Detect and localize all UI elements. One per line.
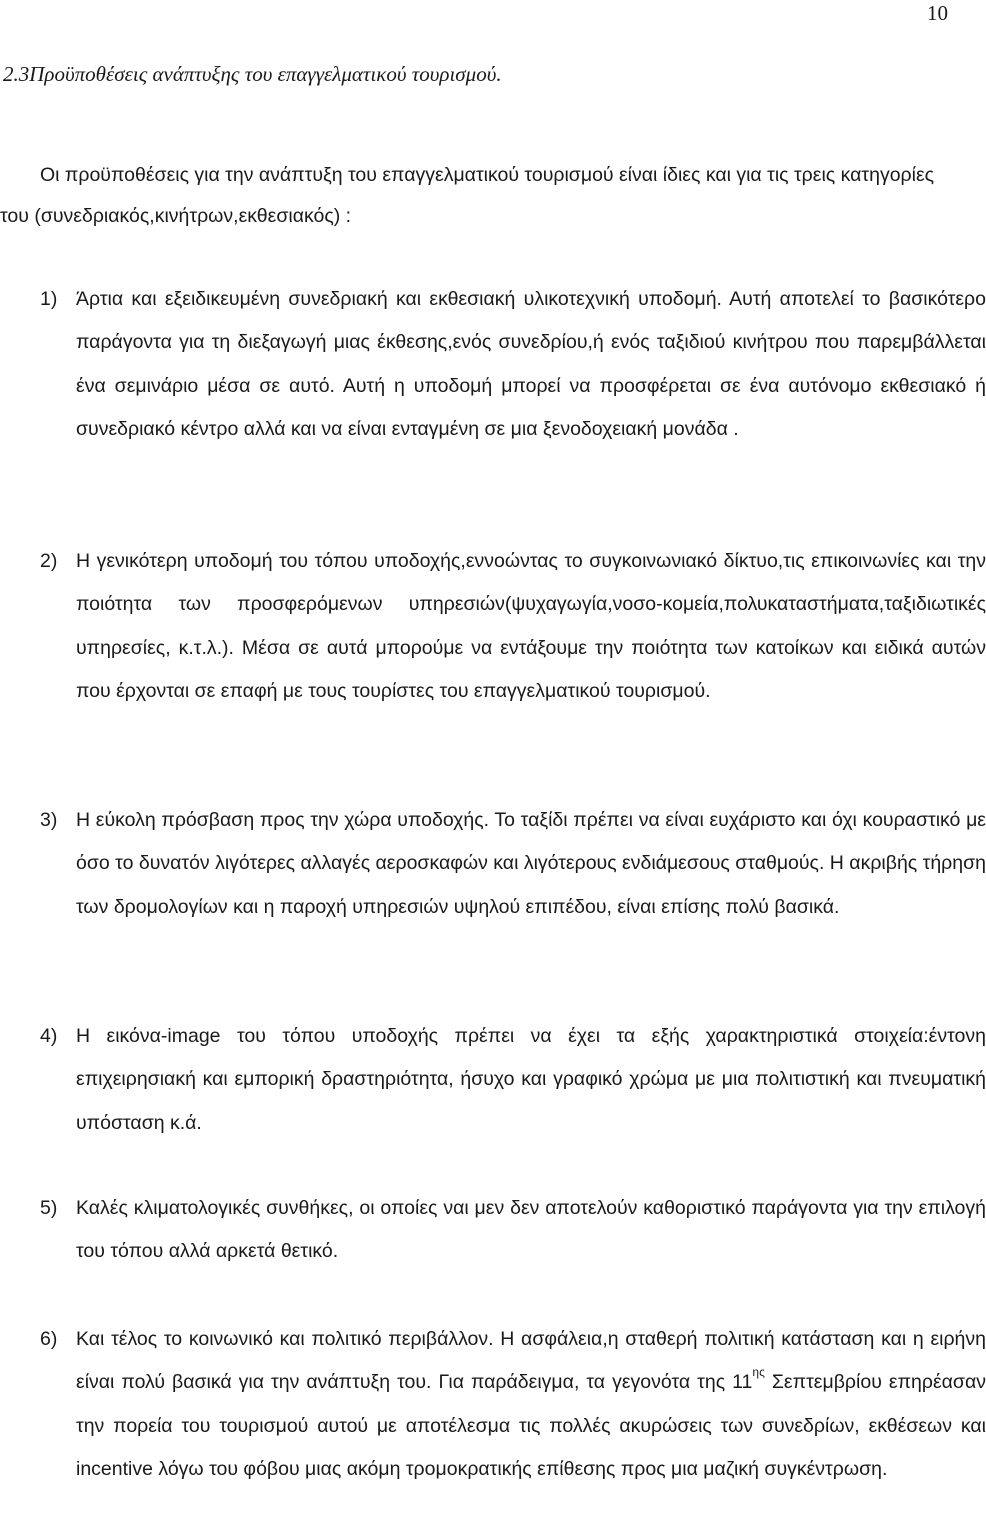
list-item-number: 4) [40,1025,58,1047]
list-item-6 [40,1318,986,1491]
list-item-text: Καλές κλιματολογικές συνθήκες, οι οποίες ναι μεν δεν αποτελούν καθοριστικό παράγοντα για την επιλογή του τόπου αλλά αρκετά θετικό. [76,1197,986,1263]
list-item-number: 1) [40,288,58,310]
list-item-text: Άρτια και εξειδικευμένη συνεδριακή και εκθεσιακή υλικοτεχνική υποδομή. Αυτή αποτελεί το βασικότερο παράγοντα για τη διεξαγωγή μιας έκθεσης,ενός συνεδρίου,ή ενός ταξιδιού κινήτρου που παρεμβάλλεται ένα σεμινάριο μέσα σε αυτό. Αυτή η υποδομή μπορεί να προσφέρεται σε ένα αυτόνομο εκθεσιακό ή συνεδριακό κέντρο αλλά και να είναι ενταγμένη σε μια ξενοδοχειακή μονάδα . [76,288,986,440]
intro-paragraph: Οι προϋποθέσεις για την ανάπτυξη του επαγγελματικού τουρισμού είναι ίδιες και για τις τρεις κατηγορίες του (συνεδριακός,κινήτρων,εκθεσιακός) : [0,164,935,227]
list-item-3 [40,799,986,929]
date-ordinal [732,1365,765,1394]
list-item-number: 3) [40,809,58,831]
list-item-4 [40,1015,986,1145]
list-item-text-after: Σεπτεμβρίου επηρέασαν την πορεία του τουρισμού αυτού με αποτέλεσμα τις πολλές ακυρώσεις των συνεδρίων, εκθέσεων και incentive λόγω του φόβου μιας ακόμη τρομοκρατικής επίθεσης προς μια μαζική συγκέντρωση. [76,1371,986,1480]
list-item-2 [40,540,986,713]
date-number: 11 [732,1371,753,1394]
page-number: 10 [927,1,948,25]
list-item-number: 5) [40,1197,58,1219]
list-item-number: 2) [40,550,58,572]
list-item-number: 6) [40,1328,58,1350]
section-heading: 2.3Προϋποθέσεις ανάπτυξης του επαγγελματικού τουρισμού. [3,62,502,86]
date-suffix: ης [752,1365,765,1380]
list-item-text-before: Και τέλος το κοινωνικό και πολιτικό περιβάλλον. Η ασφάλεια,η σταθερή πολιτική κατάσταση και η ειρήνη είναι πολύ βασικά για την ανάπτυξη του. Για παράδειγμα, τα γεγονότα της [76,1328,986,1394]
list-item-text: Η εικόνα-image του τόπου υποδοχής πρέπει να έχει τα εξής χαρακτηριστικά στοιχεία:έντονη επιχειρησιακή και εμπορική δραστηριότητα, ήσυχο και γραφικό χρώμα με μια πολιτιστική και πνευματική υπόσταση κ.ά. [76,1025,986,1134]
list-item-text: Η εύκολη πρόσβαση προς την χώρα υποδοχής. Το ταξίδι πρέπει να είναι ευχάριστο και όχι κουραστικό με όσο το δυνατόν λιγότερες αλλαγές αεροσκαφών και λιγότερους ενδιάμεσους σταθμούς. Η ακριβής τήρηση των δρομολογίων και η παροχή υπηρεσιών υψηλού επιπέδου, είναι επίσης πολύ βασικά. [76,809,986,918]
list-item-1 [40,278,986,451]
list-item-text: Η γενικότερη υποδομή του τόπου υποδοχής,εννοώντας το συγκοινωνιακό δίκτυο,τις επικοινωνίες και την ποιότητα των προσφερόμενων υπηρεσιών(ψυχαγωγία,νοσο-κομεία,πολυκαταστήματα,ταξιδιωτικές υπηρεσίες, κ.τ.λ.). Μέσα σε αυτά μπορούμε να εντάξουμε την ποιότητα των κατοίκων και ειδικά αυτών που έρχονται σε επαφή με τους τουρίστες του επαγγελματικού τουρισμού. [76,550,986,702]
list-item-5 [40,1187,986,1274]
